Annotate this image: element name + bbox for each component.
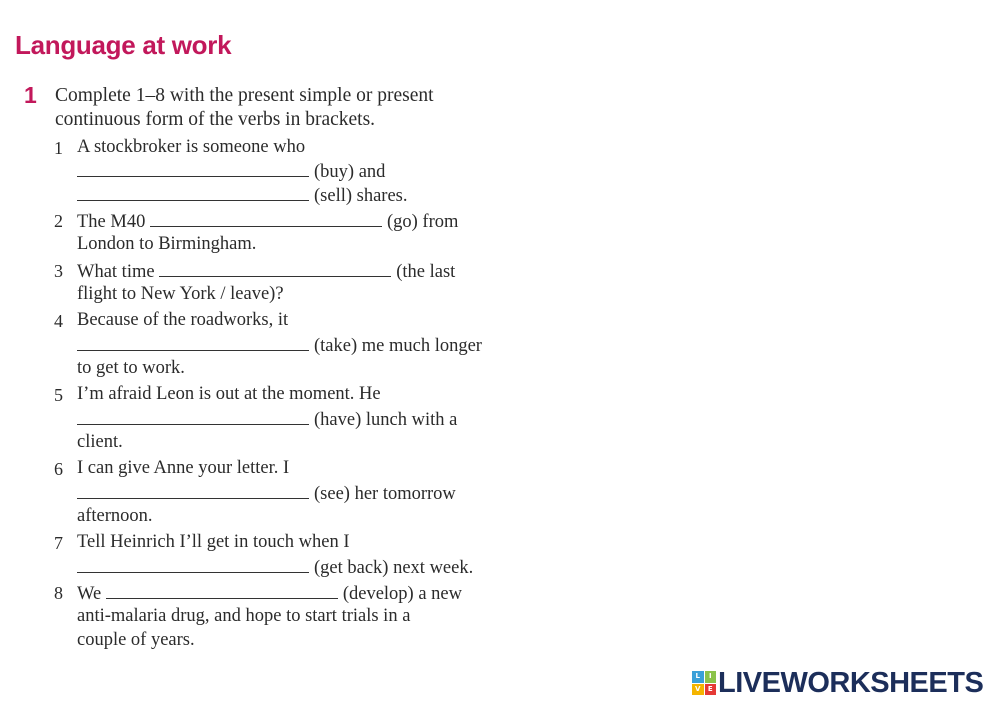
item-number-5: 5: [54, 385, 63, 405]
item-4-line-2: [77, 334, 482, 357]
answer-blank-1a[interactable]: [77, 160, 309, 177]
item-5-line-2: [77, 408, 457, 431]
item-1-line-3: [77, 184, 408, 207]
item-1-line-2: [77, 160, 385, 183]
item-1-text: A stockbroker is someone who: [77, 137, 306, 157]
item-5-line-3: client.: [77, 432, 123, 452]
instruction-line: Complete 1–8 with the present simple or present: [55, 85, 434, 106]
answer-blank-8[interactable]: [106, 582, 338, 599]
answer-blank-5[interactable]: [77, 408, 309, 425]
item-2-line-1: [77, 210, 458, 233]
answer-blank-6[interactable]: [77, 482, 309, 499]
logo-text: LIVEWORKSHEETS: [718, 666, 984, 699]
item-8-line-2: anti-malaria drug, and hope to start trials in a: [77, 606, 411, 626]
item-number-2: 2: [54, 211, 63, 231]
item-8-verb: (develop) a new: [342, 584, 462, 604]
section-heading: Language at work: [15, 30, 232, 60]
answer-blank-1b[interactable]: [77, 184, 309, 201]
item-7-text: Tell Heinrich I’ll get in touch when I: [77, 532, 350, 552]
logo-mark-icon: [692, 671, 716, 695]
item-2-verb: (go) from: [386, 212, 459, 232]
item-6-verb: (see) her tomorrow: [314, 484, 456, 504]
item-6-line-3: afternoon.: [77, 506, 153, 526]
item-number-6: 6: [54, 459, 63, 479]
item-2-line-2: London to Birmingham.: [77, 234, 257, 254]
logo-mark-letter: E: [705, 684, 717, 696]
item-2-text: The M40: [77, 212, 146, 232]
liveworksheets-logo[interactable]: [692, 666, 983, 700]
logo-mark-letter: I: [705, 671, 717, 683]
item-4-text: Because of the roadworks, it: [77, 310, 289, 330]
item-3-text: What time: [77, 262, 155, 282]
item-1-verb-sell: (sell) shares.: [314, 186, 408, 206]
item-8-line-1: [77, 582, 462, 605]
item-6-text: I can give Anne your letter. I: [77, 458, 290, 478]
item-number-3: 3: [54, 261, 63, 281]
item-3-line-1: [77, 260, 455, 283]
answer-blank-2[interactable]: [150, 210, 382, 227]
instruction-line: continuous form of the verbs in brackets.: [55, 109, 376, 130]
item-4-line-3: to get to work.: [77, 358, 185, 378]
logo-mark-letter: V: [692, 684, 704, 696]
item-8-text: We: [77, 584, 102, 604]
item-number-7: 7: [54, 533, 63, 553]
item-number-1: 1: [54, 138, 63, 158]
answer-blank-7[interactable]: [77, 556, 309, 573]
answer-blank-4[interactable]: [77, 334, 309, 351]
answer-blank-3[interactable]: [159, 260, 391, 277]
item-6-line-2: [77, 482, 456, 505]
item-5-verb: (have) lunch with a: [314, 410, 458, 430]
item-7-line-2: [77, 556, 473, 579]
exercise-number: 1: [24, 82, 37, 108]
item-8-line-3: couple of years.: [77, 630, 195, 650]
item-5-text: I’m afraid Leon is out at the moment. He: [77, 384, 381, 404]
item-3-verb: (the last: [396, 262, 456, 282]
item-number-4: 4: [54, 311, 63, 331]
item-1-verb-buy: (buy) and: [314, 162, 386, 182]
exercise-instruction: [55, 84, 525, 132]
item-7-verb: (get back) next week.: [314, 558, 474, 578]
logo-mark-letter: L: [692, 671, 704, 683]
item-number-8: 8: [54, 583, 63, 603]
item-4-verb: (take) me much longer: [314, 336, 482, 356]
item-3-line-2: flight to New York / leave)?: [77, 284, 284, 304]
